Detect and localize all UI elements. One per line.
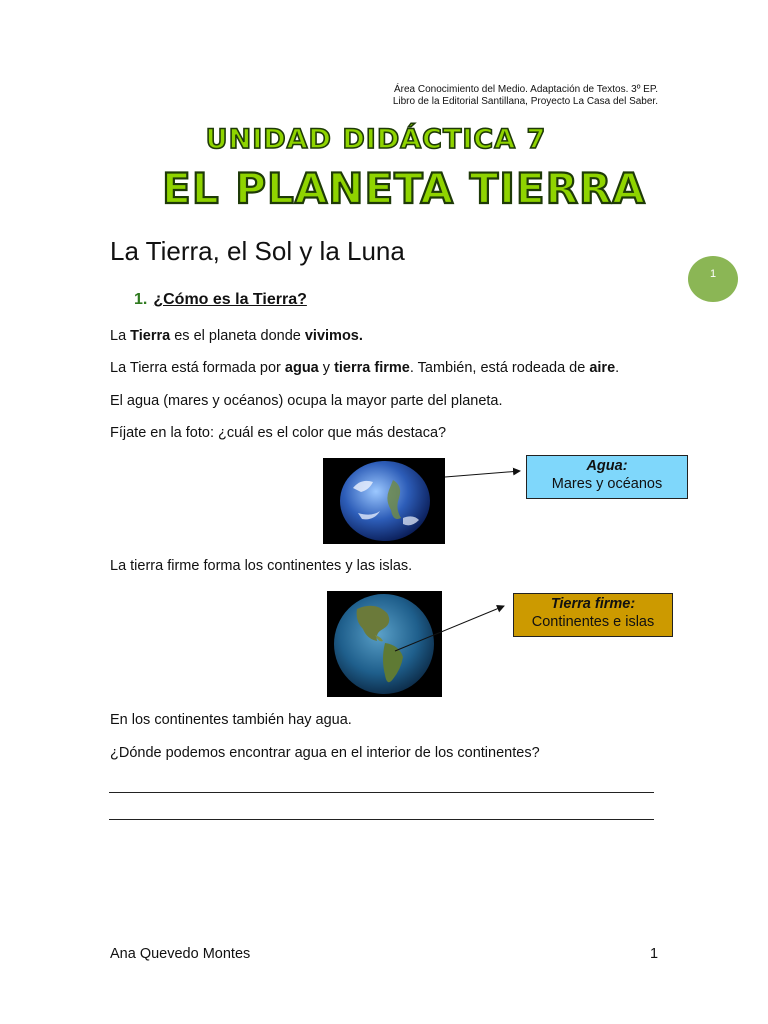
subheading-text: ¿Cómo es la Tierra?	[153, 291, 307, 308]
arrow-to-agua	[445, 471, 520, 477]
bold-text: tierra firme	[334, 360, 410, 376]
page-number-badge: 1	[688, 256, 738, 302]
arrow-to-tierra	[395, 606, 504, 651]
unit-subtitle: EL PLANETA TIERRA	[162, 164, 646, 213]
bold-text: agua	[284, 360, 319, 376]
text: . También, está rodeada de	[409, 360, 590, 376]
unit-title: UNIDAD DIDÁCTICA 7	[205, 124, 547, 155]
answer-line-2[interactable]	[109, 819, 654, 820]
paragraph-4: Fíjate en la foto: ¿cuál es el color que más destaca?	[110, 425, 447, 441]
text: es el planeta donde	[170, 328, 305, 344]
paragraph-3: El agua (mares y océanos) ocupa la mayor parte del planeta.	[110, 393, 503, 409]
header-line-1: Área Conocimiento del Medio. Adaptación de Textos. 3º EP.	[393, 84, 658, 95]
footer-author: Ana Quevedo Montes	[110, 946, 251, 962]
paragraph-6: En los continentes también hay agua.	[110, 712, 352, 728]
header-line-2: Libro de la Editorial Santillana, Proyecto La Casa del Saber.	[392, 96, 658, 107]
subheading-number: 1.	[134, 291, 148, 308]
text: La	[110, 328, 131, 344]
bold-text: Tierra	[130, 328, 171, 344]
label-tierra-title: Tierra firme:	[550, 596, 636, 612]
text: La Tierra está formada por	[110, 360, 285, 376]
bold-text: aire	[589, 360, 616, 376]
paragraph-7: ¿Dónde podemos encontrar agua en el interior de los continentes?	[110, 745, 540, 761]
text: y	[318, 360, 335, 376]
label-agua-title: Agua:	[586, 458, 628, 474]
answer-line-1[interactable]	[109, 792, 654, 793]
label-tierra-text: Continentes e islas	[531, 614, 655, 630]
section-title: La Tierra, el Sol y la Luna	[110, 236, 405, 266]
paragraph-5: La tierra firme forma los continentes y las islas.	[110, 558, 413, 574]
text: .	[615, 360, 620, 376]
footer-page-number: 1	[650, 946, 659, 962]
bold-text: vivimos.	[304, 328, 363, 344]
label-agua-text: Mares y océanos	[551, 476, 663, 492]
